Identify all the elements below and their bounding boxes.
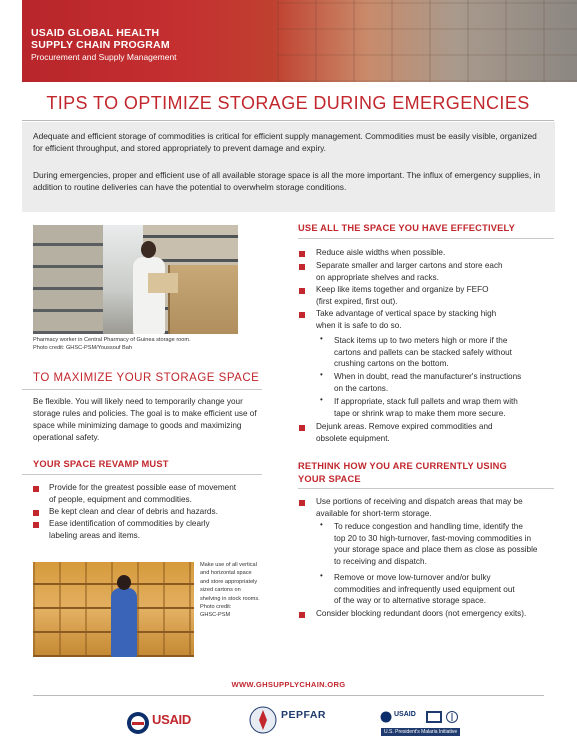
bullet-icon [299, 288, 305, 294]
sub-bullet-icon: • [320, 334, 323, 343]
pmi-seal-icon [380, 710, 392, 724]
rethink-divider [298, 488, 554, 489]
revamp-heading: YOUR SPACE REVAMP MUST [33, 459, 169, 469]
pharmacy-worker-photo [33, 225, 238, 334]
maximize-divider [22, 389, 262, 390]
photo2-caption: Make use of all vertical and horizontal space and store appropriately sized cartons on shelving in stock rooms. Photo credit: GHSC-PSM [200, 562, 260, 619]
sub-bullet-icon: • [320, 520, 323, 529]
org-name-line1: USAID GLOBAL HEALTH [31, 27, 160, 39]
org-subtitle: Procurement and Supply Management [31, 52, 177, 62]
pepfar-wordmark: PEPFAR [281, 709, 327, 721]
list-item: Provide for the greatest possible ease of movement of people, equipment and commodities. [49, 483, 237, 504]
bullet-icon [299, 500, 305, 506]
sub-list-item: When in doubt, read the manufacturer's instructions on the cartons. [334, 372, 522, 393]
flag-icon [426, 711, 442, 723]
sub-list-item: If appropriate, stack full pallets and wrap them with tape or shrink wrap to make them more secure. [334, 397, 518, 418]
pepfar-emblem-icon [249, 705, 277, 735]
org-name-line2: SUPPLY CHAIN PROGRAM [31, 39, 170, 51]
pmi-tagline: U.S. President's Malaria Initiative [381, 728, 460, 736]
list-item: Reduce aisle widths when possible. [316, 248, 446, 257]
header-banner [0, 0, 577, 82]
list-item: Use portions of receiving and dispatch areas that may be available for short-term storage. [316, 497, 523, 518]
use-space-divider [298, 238, 554, 239]
caduceus-icon [446, 710, 458, 724]
list-item: Dejunk areas. Remove expired commodities and obsolete equipment. [316, 422, 493, 443]
sub-list-item: To reduce congestion and handling time, identify the top 20 to 30 high-turnover, fast-moving commodities in your storage space and place them as close as possible to receiving and dispatch. [334, 522, 538, 566]
sub-list-item: Remove or move low-turnover and/or bulky commodities and infrequently used equipment out of the way or to alternative storage space. [334, 573, 515, 606]
bullet-icon [299, 312, 305, 318]
intro-paragraph-1: Adequate and efficient storage of commodities is critical for efficient supply management. Commodities must be easily visible, organized for efficient throughput, and stored appropriately to prevent damage and expiry. [33, 131, 537, 153]
intro-box [22, 122, 555, 212]
title-divider [22, 120, 554, 121]
sub-bullet-icon: • [320, 370, 323, 379]
list-item: Keep like items together and organize by FEFO (first expired, first out). [316, 285, 489, 306]
sub-list-item: Stack items up to two meters high or more if the cartons and pallets can be stacked safely without crushing cartons on the bottom. [334, 336, 512, 369]
usaid-logo [126, 709, 224, 737]
pmi-usaid-wordmark: USAID [394, 711, 416, 718]
photo1-caption: Pharmacy worker in Central Pharmacy of Guinea storage room. Photo credit: GHSC-PSM/Youssouf Bah [33, 337, 191, 351]
list-item: Consider blocking redundant doors (not emergency exits). [316, 609, 527, 618]
maximize-heading: TO MAXIMIZE YOUR STORAGE SPACE [33, 372, 260, 384]
page-title: TIPS TO OPTIMIZE STORAGE DURING EMERGENCIES [46, 93, 530, 113]
bullet-icon [299, 251, 305, 257]
website-link[interactable]: WWW.GHSUPPLYCHAIN.ORG [231, 680, 346, 689]
list-item: Take advantage of vertical space by stacking high when it is safe to do so. [316, 309, 497, 330]
list-item: Separate smaller and larger cartons and store each on appropriate shelves and racks. [316, 261, 503, 282]
rethink-heading: RETHINK HOW YOU ARE CURRENTLY USING YOUR SPACE [298, 461, 507, 484]
revamp-divider [22, 474, 262, 475]
header-cartons-image [277, 0, 577, 82]
pepfar-logo [249, 705, 347, 737]
storage-room-photo [33, 562, 194, 657]
bullet-icon [299, 612, 305, 618]
bullet-icon [33, 522, 39, 528]
list-item: Ease identification of commodities by clearly labeling areas and items. [49, 519, 210, 540]
bullet-icon [33, 510, 39, 516]
use-space-heading: USE ALL THE SPACE YOU HAVE EFFECTIVELY [298, 223, 515, 233]
bullet-icon [299, 264, 305, 270]
usaid-wordmark: USAID [152, 712, 191, 727]
pmi-logo [380, 708, 465, 738]
list-item: Be kept clean and clear of debris and hazards. [49, 507, 218, 516]
intro-paragraph-2: During emergencies, proper and efficient use of all available storage space is all the more important. The influx of emergency supplies, in addition to routine deliveries can have the potential to overwhelm storage conditions. [33, 170, 541, 192]
maximize-text: Be flexible. You will likely need to temporarily change your storage rules and policies. The goal is to make efficient use of space while minimizing damage to goods and maximizing operational safety. [33, 397, 257, 442]
footer-divider [33, 695, 544, 696]
usaid-seal-icon [126, 711, 150, 735]
bullet-icon [299, 425, 305, 431]
sub-bullet-icon: • [320, 571, 323, 580]
bullet-icon [33, 486, 39, 492]
sub-bullet-icon: • [320, 395, 323, 404]
